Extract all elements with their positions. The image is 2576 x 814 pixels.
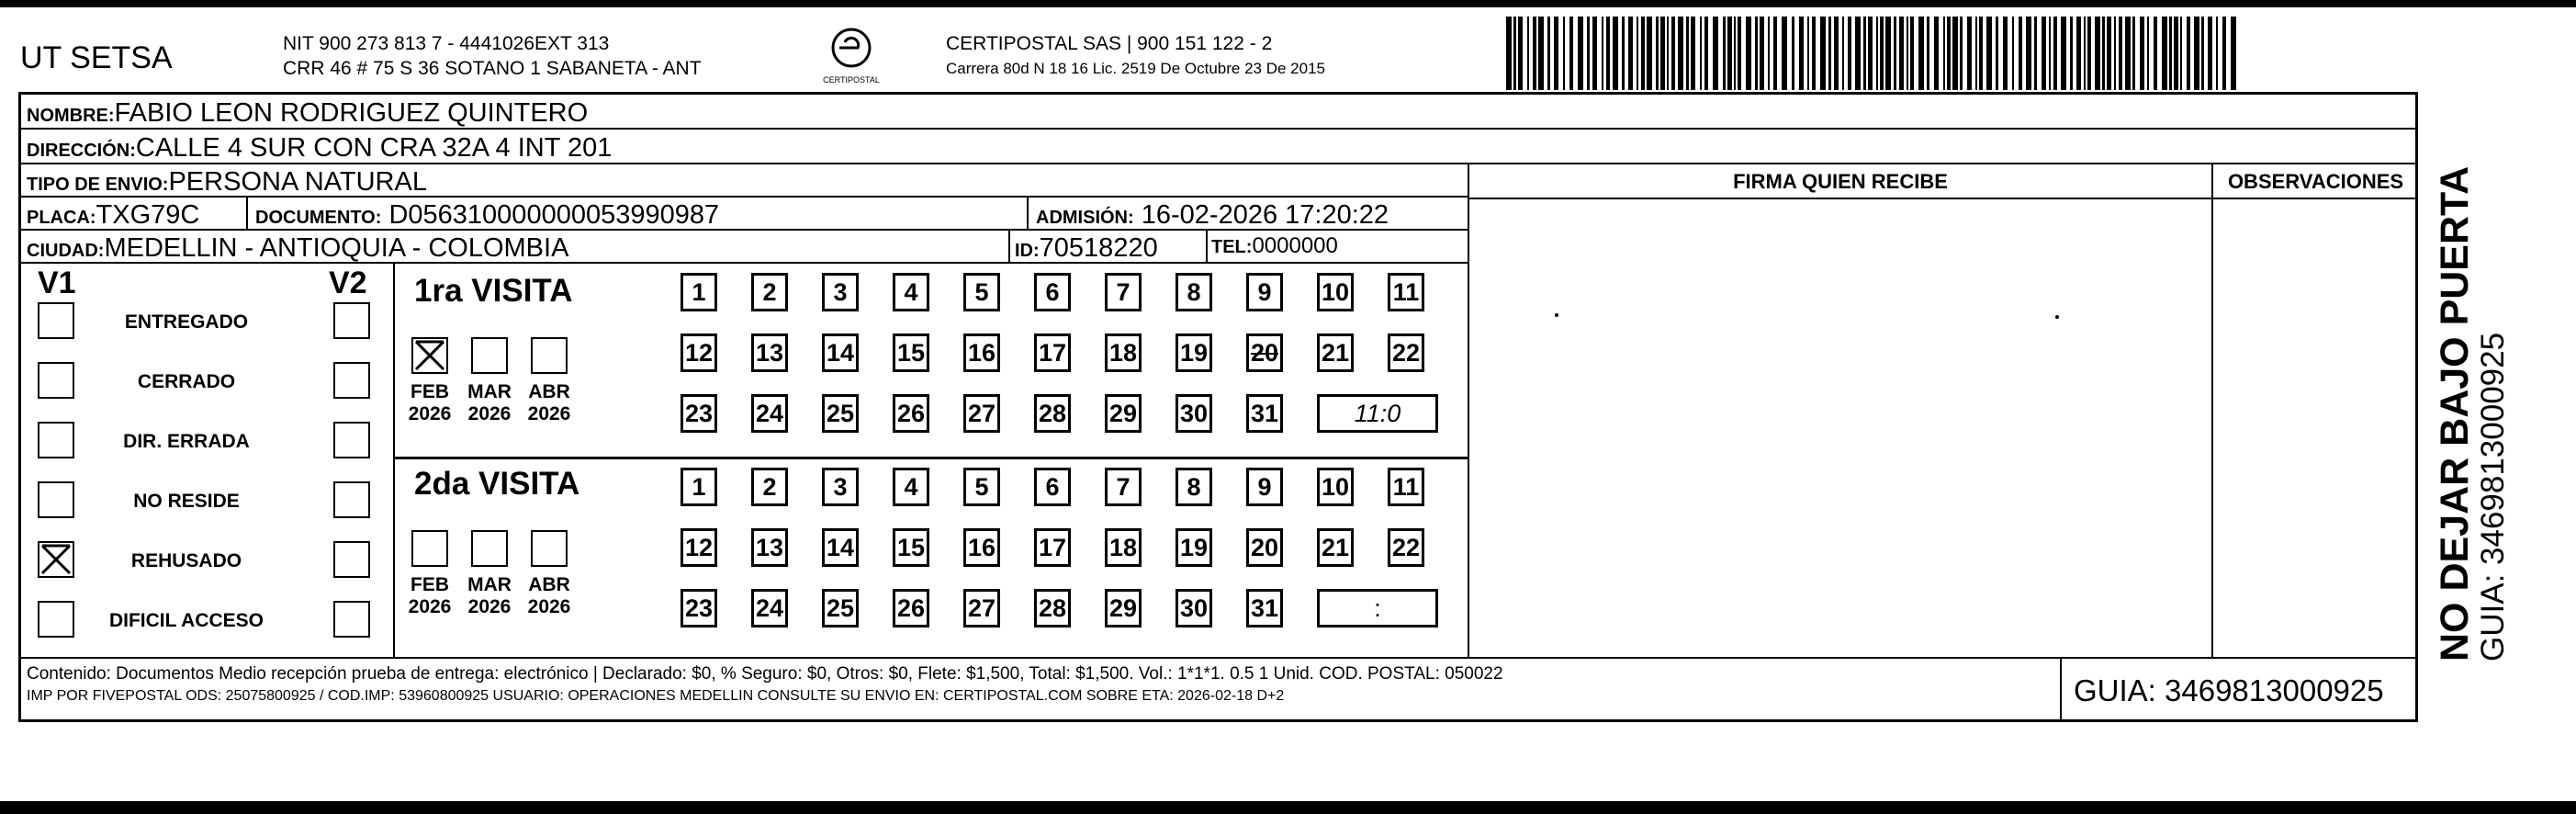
day-box[interactable]: 15	[893, 528, 929, 567]
nombre-label: NOMBRE:	[27, 106, 115, 126]
certipostal-nit: CERTIPOSTAL SAS | 900 151 122 - 2	[946, 33, 1273, 54]
footer-content-line: Contenido: Documentos Medio recepción prueba de entrega: electrónico | Declarado: $0, % Seguro: $0, Otros: $0, Flete: $1,500, Total: $1,500. Vol.: 1*1*1. 0.5 1 Unid. COD. POSTAL: 050022	[27, 664, 1503, 684]
day-box[interactable]: 18	[1105, 334, 1142, 372]
v2-checkbox[interactable]	[333, 422, 370, 458]
status-label: DIFICIL ACCESO	[108, 610, 264, 631]
v1-header: V1	[38, 266, 76, 300]
day-box[interactable]: 17	[1034, 334, 1071, 372]
nit-line: NIT 900 273 813 7 - 4441026EXT 313	[283, 33, 610, 54]
day-box[interactable]: 25	[822, 589, 859, 627]
day-box[interactable]: 21	[1317, 334, 1354, 372]
day-box[interactable]: 9	[1246, 273, 1283, 311]
direccion-label: DIRECCIÓN:	[27, 141, 136, 161]
day-box[interactable]: 27	[963, 589, 1000, 627]
documento-value: D056310000000053990987	[388, 200, 720, 230]
v2-header: V2	[329, 266, 367, 300]
day-box[interactable]: 21	[1317, 528, 1354, 567]
status-area	[21, 264, 1468, 657]
bottom-edge-bar	[0, 801, 2576, 814]
day-box[interactable]: 5	[963, 273, 1000, 311]
month-checkbox[interactable]	[411, 530, 448, 567]
id-value: 70518220	[1039, 233, 1158, 263]
day-box[interactable]: 12	[681, 334, 717, 372]
day-box[interactable]: 20	[1246, 528, 1283, 567]
visit1-title: 1ra VISITA	[414, 273, 573, 309]
tracking-barcode	[1506, 17, 2236, 90]
day-box[interactable]: 24	[751, 394, 788, 433]
day-box[interactable]: 14	[822, 528, 859, 567]
ciudad-row	[21, 231, 1468, 264]
status-label: NO RESIDE	[133, 491, 240, 512]
signature-area[interactable]	[1469, 199, 2211, 657]
day-box[interactable]: 2	[751, 468, 788, 506]
address-line: CRR 46 # 75 S 36 SOTANO 1 SABANETA - ANT	[283, 58, 702, 79]
day-box[interactable]: 29	[1105, 394, 1142, 433]
logo-text: CERTIPOSTAL	[823, 75, 880, 85]
day-box[interactable]: 15	[893, 334, 929, 372]
v2-checkbox[interactable]	[333, 302, 370, 339]
month-checkbox[interactable]	[411, 337, 448, 374]
day-box[interactable]: 14	[822, 334, 859, 372]
day-box[interactable]: 6	[1034, 273, 1071, 311]
v1-checkbox[interactable]	[38, 302, 74, 339]
day-box[interactable]: 26	[893, 589, 929, 627]
documento-label: DOCUMENTO:	[255, 208, 382, 228]
certipostal-info	[946, 31, 1325, 81]
day-box[interactable]: 5	[963, 468, 1000, 506]
tel-value: 0000000	[1252, 233, 1338, 258]
day-box[interactable]: 28	[1034, 394, 1071, 433]
company-name: UT SETSA	[20, 40, 173, 75]
day-box[interactable]: 10	[1317, 468, 1354, 506]
day-box[interactable]: 23	[681, 589, 717, 627]
v2-checkbox[interactable]	[333, 601, 370, 638]
day-box[interactable]: 17	[1034, 528, 1071, 567]
day-box[interactable]: 16	[963, 334, 1000, 372]
month-checkbox[interactable]	[531, 337, 568, 374]
day-box[interactable]: 31	[1246, 589, 1283, 627]
placa-value: TXG79C	[96, 200, 200, 230]
tipo-value: PERSONA NATURAL	[168, 167, 427, 197]
day-box[interactable]: 7	[1105, 468, 1142, 506]
footer-guia: GUIA: 3469813000925	[2074, 673, 2384, 707]
admision-label: ADMISIÓN:	[1036, 208, 1134, 228]
day-box[interactable]: 27	[963, 394, 1000, 433]
day-box[interactable]: 22	[1388, 528, 1424, 567]
day-box[interactable]: 25	[822, 394, 859, 433]
day-box[interactable]: 3	[822, 273, 859, 311]
tel-label: TEL:	[1211, 237, 1253, 257]
v1-checkbox[interactable]	[38, 601, 74, 638]
v2-checkbox[interactable]	[333, 362, 370, 399]
v2-checkbox[interactable]	[333, 541, 370, 578]
day-box[interactable]: 31	[1246, 394, 1283, 433]
day-box[interactable]: 1	[681, 273, 717, 311]
day-box[interactable]: 1	[681, 468, 717, 506]
month-label: FEB 2026	[408, 574, 452, 617]
day-box[interactable]: 18	[1105, 528, 1142, 567]
day-box[interactable]: 30	[1176, 394, 1212, 433]
nombre-value: FABIO LEON RODRIGUEZ QUINTERO	[114, 98, 589, 128]
time-box[interactable]: :	[1317, 589, 1438, 627]
status-label: DIR. ERRADA	[123, 431, 250, 452]
observaciones-area[interactable]	[2213, 199, 2418, 657]
direccion-row	[21, 130, 2418, 164]
month-label: MAR 2026	[467, 574, 512, 617]
side-warning: NO DEJAR BAJO PUERTA	[2433, 165, 2477, 661]
ciudad-value: MEDELLIN - ANTIOQUIA - COLOMBIA	[104, 233, 569, 263]
month-label: ABR 2026	[527, 574, 571, 617]
v1-checkbox[interactable]	[38, 422, 74, 458]
day-box[interactable]: 16	[963, 528, 1000, 567]
direccion-value: CALLE 4 SUR CON CRA 32A 4 INT 201	[135, 133, 613, 163]
month-checkbox[interactable]	[531, 530, 568, 567]
day-box[interactable]: 10	[1317, 273, 1354, 311]
day-box[interactable]: 9	[1246, 468, 1283, 506]
delivery-form	[18, 92, 2418, 722]
day-box[interactable]: 30	[1176, 589, 1212, 627]
day-box[interactable]: 19	[1176, 528, 1212, 567]
footer-imp-line: IMP POR FIVEPOSTAL ODS: 25075800925 / COD.IMP: 53960800925 USUARIO: OPERACIONES MEDELLIN CONSULTE SU ENVIO EN: CERTIPOSTAL.COM SOBRE ETA: 2026-02-18 D+2	[27, 688, 1285, 704]
day-box[interactable]: 2	[751, 273, 788, 311]
month-label: FEB 2026	[408, 381, 452, 424]
day-box[interactable]: 29	[1105, 589, 1142, 627]
status-label: CERRADO	[137, 371, 236, 392]
placa-label: PLACA:	[27, 208, 96, 228]
day-box[interactable]: 19	[1176, 334, 1212, 372]
ciudad-label: CIUDAD:	[27, 241, 105, 261]
placa-row	[21, 198, 1468, 231]
month-checkbox[interactable]	[471, 337, 508, 374]
day-box[interactable]: 3	[822, 468, 859, 506]
day-box[interactable]: 8	[1176, 273, 1212, 311]
tipo-label: TIPO DE ENVIO:	[27, 175, 169, 195]
day-box[interactable]: 7	[1105, 273, 1142, 311]
tipo-row	[21, 164, 1468, 198]
day-box[interactable]: 4	[893, 273, 929, 311]
day-box[interactable]: 11	[1388, 273, 1424, 311]
day-box[interactable]: 28	[1034, 589, 1071, 627]
side-guia: GUIA: 3469813000925	[2475, 332, 2511, 661]
day-box[interactable]: 20	[1246, 334, 1283, 372]
day-box[interactable]: 11	[1388, 468, 1424, 506]
certipostal-logo	[808, 26, 895, 90]
day-box[interactable]: 23	[681, 394, 717, 433]
day-box[interactable]: 13	[751, 334, 788, 372]
month-label: ABR 2026	[527, 381, 571, 424]
time-box[interactable]: 11:0	[1317, 394, 1438, 433]
day-box[interactable]: 4	[893, 468, 929, 506]
day-box[interactable]: 8	[1176, 468, 1212, 506]
header	[0, 17, 2576, 95]
company-info	[283, 31, 702, 81]
top-edge-bar	[0, 0, 2576, 7]
day-box[interactable]: 22	[1388, 334, 1424, 372]
day-box[interactable]: 24	[751, 589, 788, 627]
visit2-title: 2da VISITA	[414, 466, 580, 502]
day-box[interactable]: 13	[751, 528, 788, 567]
v1-checkbox[interactable]	[38, 481, 74, 518]
v1-checkbox[interactable]	[38, 362, 74, 399]
admision-value: 16-02-2026 17:20:22	[1141, 200, 1389, 230]
observaciones-label: OBSERVACIONES	[2227, 170, 2404, 193]
v1-checkbox[interactable]	[38, 541, 74, 578]
day-box[interactable]: 12	[681, 528, 717, 567]
v2-checkbox[interactable]	[333, 481, 370, 518]
month-checkbox[interactable]	[471, 530, 508, 567]
status-label: REHUSADO	[130, 550, 242, 571]
status-label: ENTREGADO	[124, 311, 249, 333]
nombre-row	[21, 95, 2418, 130]
side-text	[2434, 166, 2511, 661]
day-box[interactable]: 26	[893, 394, 929, 433]
certipostal-license: Carrera 80d N 18 16 Lic. 2519 De Octubre 23 De 2015	[946, 60, 1325, 77]
day-box[interactable]: 6	[1034, 468, 1071, 506]
id-label: ID:	[1015, 241, 1040, 261]
firma-label: FIRMA QUIEN RECIBE	[1733, 170, 1948, 193]
month-label: MAR 2026	[467, 381, 512, 424]
